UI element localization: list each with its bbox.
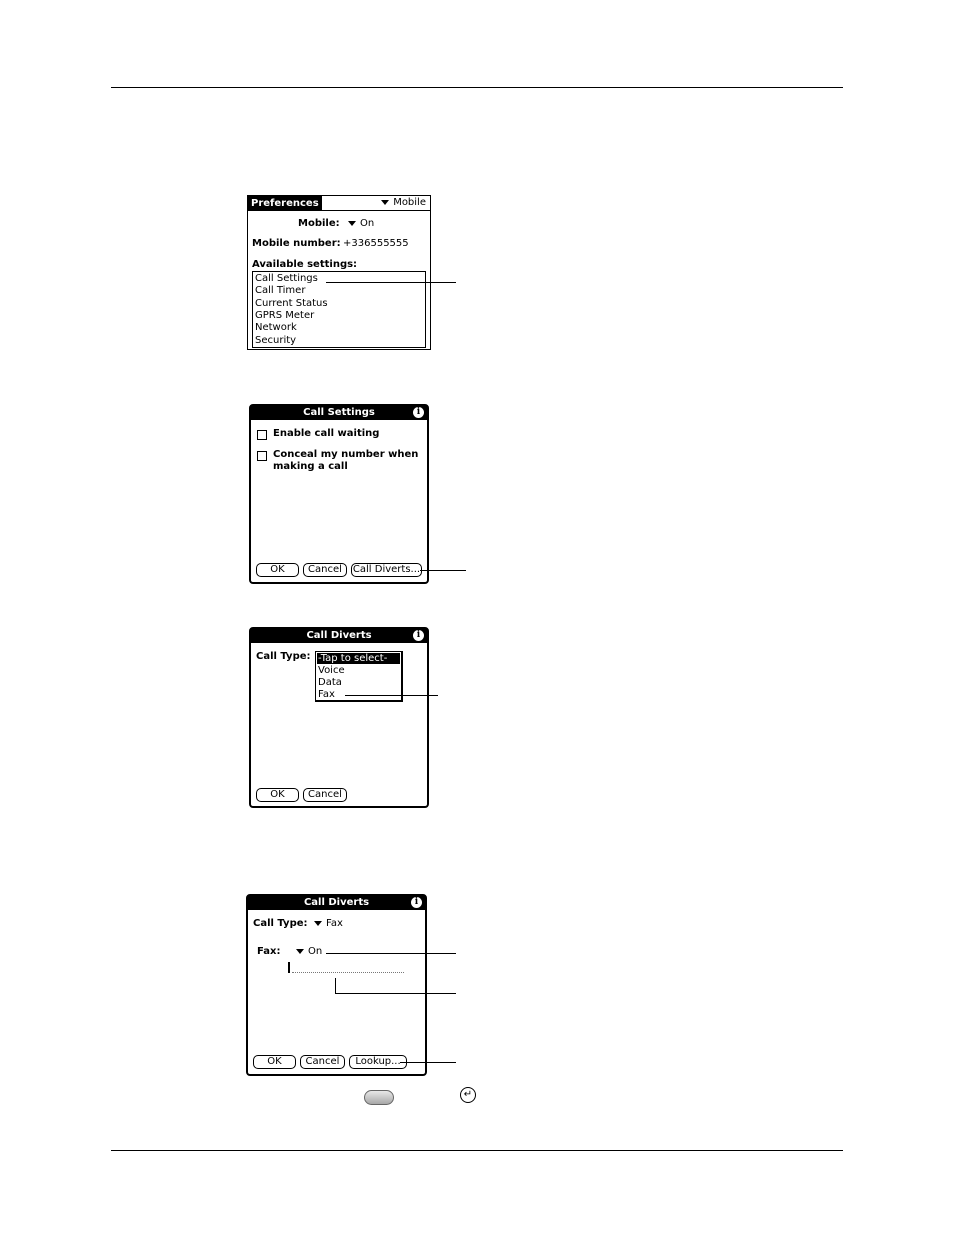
- dropdown-triangle-icon: [381, 200, 389, 205]
- callout-line: [400, 1062, 456, 1063]
- return-arrow-icon: ↵: [460, 1087, 476, 1103]
- call-diverts-button[interactable]: Call Diverts...: [352, 564, 421, 575]
- cancel-button[interactable]: Cancel: [303, 788, 347, 802]
- dropdown-triangle-icon: [348, 221, 356, 226]
- title-underline: [248, 210, 430, 211]
- ok-button[interactable]: OK: [256, 788, 299, 802]
- list-item-current-status[interactable]: Current Status: [255, 298, 328, 309]
- popup-item-data[interactable]: Data: [318, 677, 342, 688]
- fax-status-picker[interactable]: [296, 946, 322, 958]
- list-item-gprs-meter[interactable]: GPRS Meter: [255, 310, 315, 321]
- info-icon[interactable]: i: [411, 897, 422, 908]
- mobile-number-label: Mobile number:: [252, 238, 341, 249]
- callout-line: [326, 953, 456, 954]
- available-settings-label: Available settings:: [252, 259, 358, 270]
- popup-item-voice[interactable]: Voice: [318, 665, 345, 676]
- mobile-number-value: +336555555: [343, 238, 409, 249]
- category-value: Mobile: [393, 197, 426, 208]
- ok-button[interactable]: OK: [256, 563, 299, 577]
- callout-line: [326, 282, 456, 283]
- ok-button[interactable]: OK: [253, 1055, 296, 1069]
- preferences-tab: Preferences: [248, 196, 322, 211]
- call-type-label: Call Type:: [253, 918, 308, 929]
- conceal-number-label-line2: making a call: [273, 461, 348, 472]
- call-type-label: Call Type:: [256, 651, 311, 662]
- callout-line: [335, 978, 336, 993]
- mobile-value: On: [360, 218, 375, 229]
- dropdown-triangle-icon: [296, 949, 304, 954]
- call-diverts-fax-dialog: [246, 894, 427, 1076]
- cancel-button[interactable]: Cancel: [303, 563, 347, 577]
- callout-line: [420, 570, 466, 571]
- call-type-value: Fax: [326, 918, 343, 929]
- mobile-picker[interactable]: [348, 218, 374, 230]
- call-waiting-checkbox[interactable]: [257, 430, 267, 440]
- popup-item-fax[interactable]: Fax: [318, 689, 335, 700]
- callout-line: [345, 695, 438, 696]
- call-type-picker[interactable]: [314, 918, 343, 930]
- call-settings-dialog: [249, 404, 429, 584]
- text-cursor: [288, 962, 290, 973]
- mobile-label: Mobile:: [298, 218, 340, 229]
- list-item-call-timer[interactable]: Call Timer: [255, 285, 306, 296]
- list-item-network[interactable]: Network: [255, 322, 297, 333]
- dropdown-triangle-icon: [314, 921, 322, 926]
- cancel-button[interactable]: Cancel: [300, 1055, 345, 1069]
- preferences-screen: [247, 195, 431, 350]
- conceal-number-label-line1: Conceal my number when: [273, 449, 419, 460]
- category-picker[interactable]: [381, 197, 426, 209]
- dialog-title: Call Diverts: [248, 896, 425, 910]
- lookup-button[interactable]: Lookup...: [349, 1055, 407, 1069]
- hardware-button-icon: [364, 1090, 394, 1105]
- fax-label: Fax:: [257, 946, 281, 957]
- call-waiting-label: Enable call waiting: [273, 428, 380, 439]
- dialog-title: Call Settings: [251, 406, 427, 420]
- divert-number-field[interactable]: [292, 972, 404, 973]
- footer-rule: [111, 1150, 843, 1151]
- list-item-call-settings[interactable]: Call Settings: [255, 273, 318, 284]
- fax-status-value: On: [308, 946, 323, 957]
- info-icon[interactable]: i: [413, 407, 424, 418]
- callout-line: [335, 993, 456, 994]
- conceal-number-checkbox[interactable]: [257, 451, 267, 461]
- call-diverts-select-dialog: [249, 627, 429, 808]
- header-rule: [111, 87, 843, 88]
- info-icon[interactable]: i: [413, 630, 424, 641]
- popup-item-tap-to-select[interactable]: -Tap to select-: [317, 653, 400, 664]
- dialog-title: Call Diverts: [251, 629, 427, 643]
- list-item-security[interactable]: Security: [255, 335, 297, 346]
